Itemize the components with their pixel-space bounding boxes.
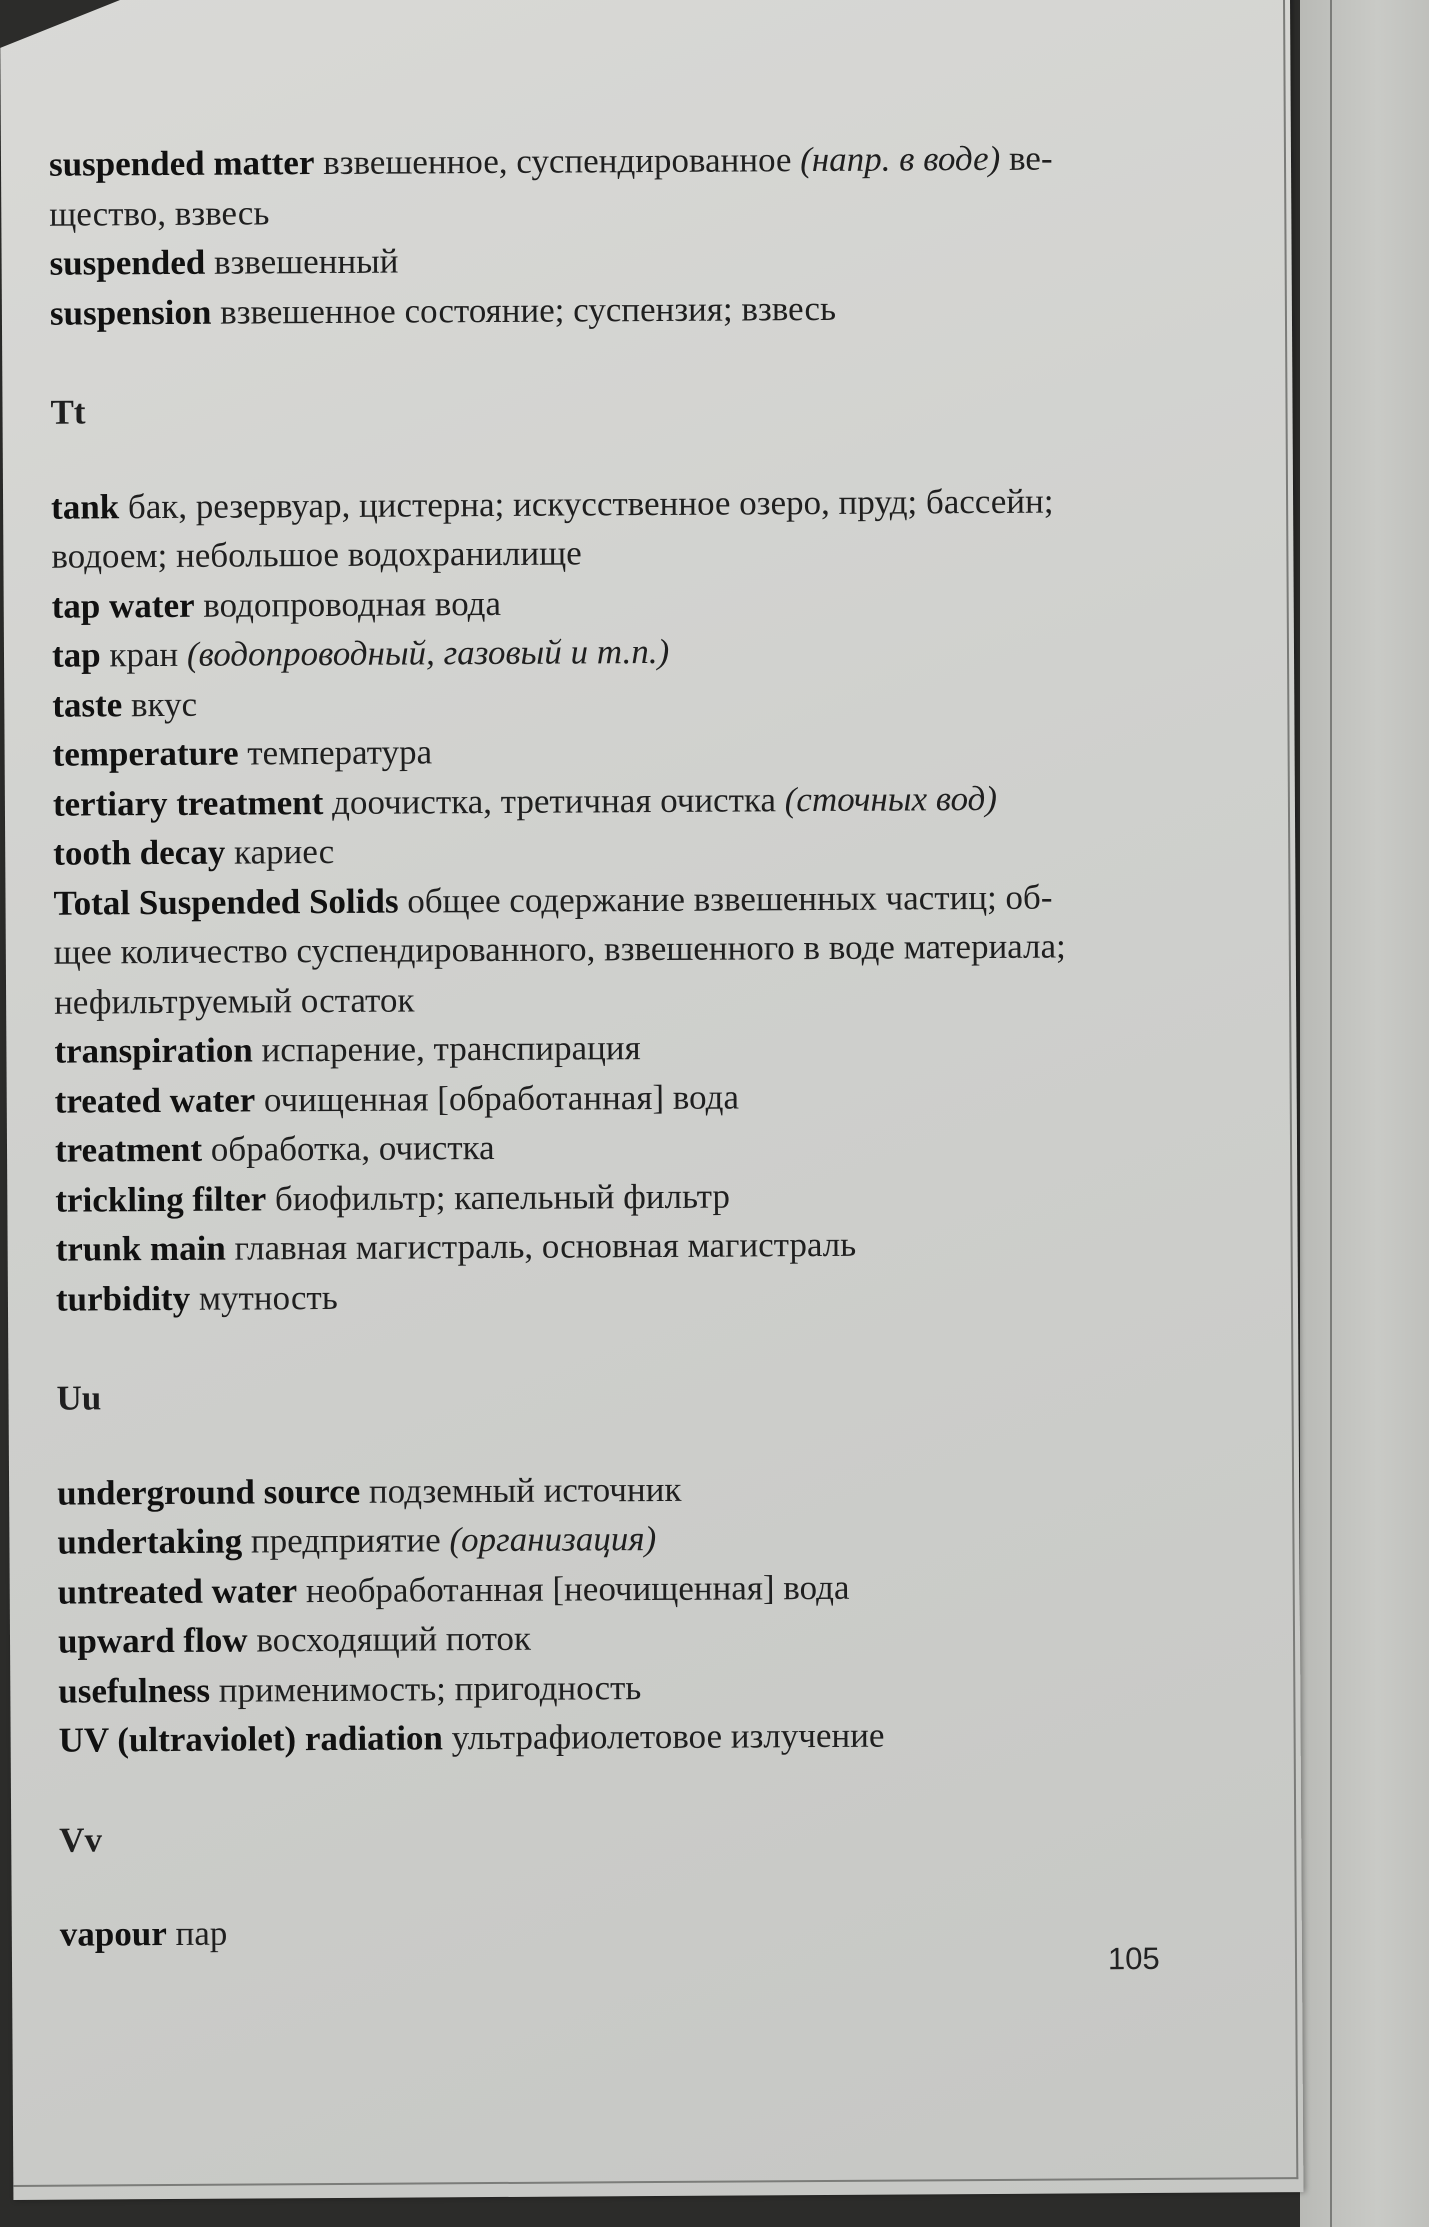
- entry-term: tertiary treatment: [52, 782, 324, 824]
- glossary-entry: [49, 133, 1150, 239]
- entry-term: tank: [50, 486, 120, 527]
- entry-term: suspended: [49, 242, 206, 283]
- entry-definition: очищенная [обработанная] вода: [263, 1077, 740, 1119]
- glossary-entry: [49, 232, 1149, 288]
- section-spacer: [50, 331, 1150, 388]
- page-corner: [0, 0, 120, 48]
- glossary-entry: [53, 772, 1153, 828]
- section-spacer: [59, 1858, 1159, 1910]
- entry-term: vapour: [59, 1914, 167, 1954]
- entry-term: untreated water: [57, 1570, 298, 1612]
- entry-definition: бак, резервуар, цистерна; искусственное озеро, пруд; бассейн;: [127, 481, 1054, 526]
- entry-definition: кран: [109, 634, 188, 675]
- glossary-entry: [53, 871, 1154, 1026]
- entry-definition: необработанная [неочищенная] вода: [305, 1567, 850, 1610]
- entry-term: taste: [52, 684, 123, 725]
- entry-note: (сточных вод): [784, 778, 998, 819]
- section-letter-heading: Tt: [50, 392, 86, 432]
- adjacent-page-edge: [1330, 0, 1332, 2227]
- entry-definition: щее количество суспендированного, взвешенного в воде материала;: [53, 926, 1066, 972]
- entry-term: temperature: [52, 733, 239, 774]
- entry-term: usefulness: [58, 1670, 211, 1711]
- glossary-entry: [53, 822, 1153, 878]
- section-spacer: [57, 1416, 1157, 1468]
- adjacent-page: [1300, 0, 1429, 2227]
- entry-term: suspension: [49, 292, 212, 333]
- glossary-entry: [58, 1709, 1158, 1765]
- entry-definition: кариес: [233, 831, 335, 872]
- glossary-entry: [58, 1610, 1158, 1666]
- entry-definition: испарение, транспирация: [261, 1028, 641, 1070]
- entry-term: UV (ultraviolet) radiation: [58, 1718, 444, 1760]
- entry-term: trunk main: [55, 1228, 226, 1269]
- section-letter-heading: Vv: [59, 1819, 103, 1860]
- glossary-entry: [56, 1267, 1156, 1323]
- section-letter-heading: Uu: [56, 1378, 102, 1418]
- glossary-entry: [57, 1461, 1157, 1517]
- entry-term: treatment: [54, 1129, 203, 1170]
- entry-definition: применимость; пригодность: [218, 1667, 642, 1710]
- glossary-entry: [58, 1560, 1158, 1616]
- glossary-entry: [55, 1119, 1155, 1175]
- page-number: 105: [1107, 1940, 1160, 1977]
- glossary-entry: [52, 673, 1152, 729]
- entry-term: upward flow: [57, 1620, 248, 1661]
- entry-term: transpiration: [54, 1030, 253, 1071]
- entry-definition: предприятие: [250, 1520, 450, 1561]
- glossary-entry: [55, 1168, 1155, 1224]
- entry-term: turbidity: [55, 1278, 191, 1319]
- entry-term: tap water: [51, 585, 195, 626]
- glossary-content: [49, 133, 1160, 1959]
- glossary-entry: [57, 1511, 1157, 1567]
- entry-term: tap: [51, 635, 101, 675]
- entry-definition: восходящий поток: [256, 1618, 532, 1660]
- entry-definition: водопроводная вода: [203, 583, 502, 625]
- glossary-entry: [54, 1020, 1154, 1076]
- entry-definition: биофильтр; капельный фильтр: [274, 1176, 731, 1218]
- entry-term: underground source: [57, 1471, 361, 1513]
- entry-definition: общее содержание взвешенных частиц; об-: [407, 877, 1053, 921]
- entry-definition: ультрафиолетовое излучение: [451, 1715, 885, 1758]
- entry-note: (водопроводный, газовый и т.п.): [186, 631, 670, 674]
- entry-term: suspended matter: [48, 143, 315, 184]
- glossary-entry: [55, 1069, 1155, 1125]
- entry-definition: взвешенное, суспендированное: [323, 140, 801, 183]
- entry-definition: нефильтруемый остаток: [54, 979, 415, 1022]
- entry-definition: обработка, очистка: [210, 1128, 495, 1169]
- entry-note: (организация): [449, 1519, 657, 1560]
- entry-term: undertaking: [57, 1521, 243, 1562]
- section-spacer: [56, 1317, 1156, 1374]
- entry-definition: взвешенное состояние; суспензия; взвесь: [220, 288, 837, 332]
- entry-definition: вкус: [130, 684, 198, 724]
- entry-definition: доочистка, третичная очистка: [331, 779, 785, 822]
- entry-definition: температура: [247, 732, 433, 773]
- entry-term: treated water: [54, 1079, 256, 1121]
- entry-term: tooth decay: [53, 832, 226, 873]
- glossary-entry: [51, 475, 1152, 581]
- entry-definition: мутность: [198, 1277, 338, 1318]
- entry-definition: подземный источник: [368, 1469, 682, 1511]
- glossary-entry: [52, 624, 1152, 680]
- entry-note: (напр. в воде): [800, 138, 1001, 180]
- entry-term: Total Suspended Solids: [53, 881, 399, 923]
- glossary-entry: [52, 574, 1152, 630]
- entry-definition: взвешенный: [213, 241, 399, 282]
- entry-term: trickling filter: [55, 1178, 267, 1220]
- section-spacer: [59, 1758, 1159, 1815]
- glossary-entry: [60, 1903, 1160, 1959]
- entry-definition: главная магистраль, основная магистраль: [234, 1224, 857, 1268]
- glossary-entry: [52, 723, 1152, 779]
- section-spacer: [51, 430, 1151, 482]
- entry-definition: ве-: [1000, 138, 1053, 178]
- entry-definition: пар: [175, 1913, 228, 1953]
- glossary-entry: [50, 281, 1150, 337]
- glossary-entry: [55, 1218, 1155, 1274]
- glossary-entry: [58, 1659, 1158, 1715]
- entry-definition: щество, взвесь: [49, 192, 270, 234]
- entry-definition: водоем; небольшое водохранилище: [51, 533, 582, 576]
